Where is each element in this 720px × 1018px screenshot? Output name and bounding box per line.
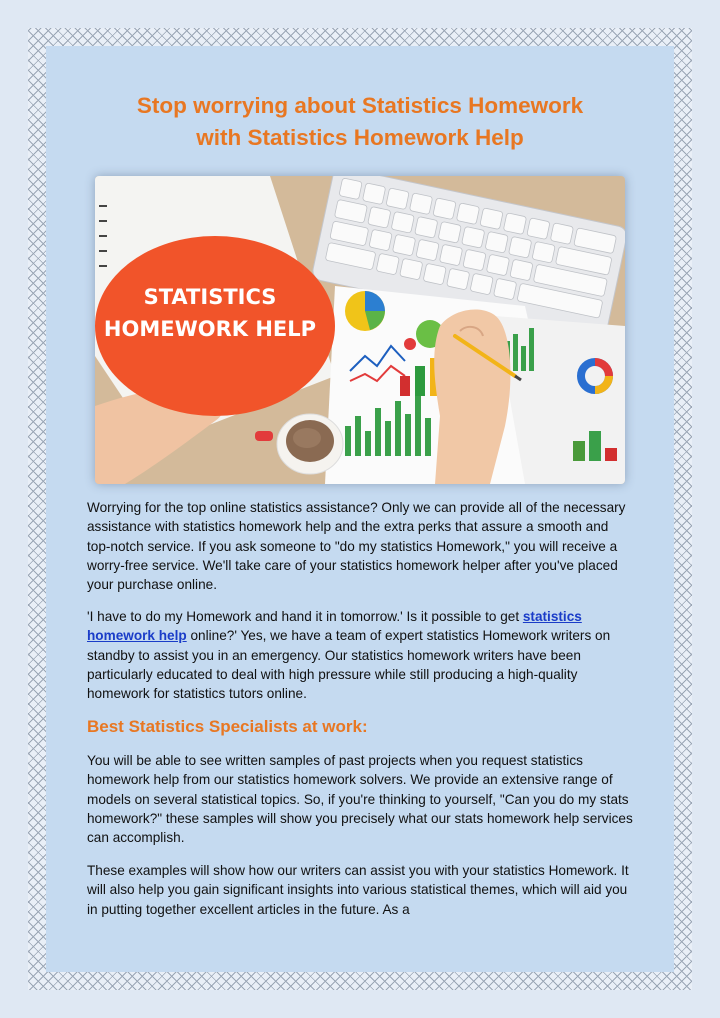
- section-heading: Best Statistics Specialists at work:: [87, 717, 368, 736]
- badge-line-1: STATISTICS: [143, 285, 277, 309]
- hero-image: [95, 176, 625, 484]
- paragraph-emergency: [87, 607, 635, 703]
- title-line-1: Stop worrying about Statistics Homework: [136, 93, 584, 118]
- badge-line-2: HOMEWORK HELP: [103, 317, 317, 341]
- hero-badge: [95, 236, 335, 416]
- paragraph-samples: You will be able to see written samples of past projects when you request statistics homework help from our statistics homework solvers. We provide an extensive range of models on several statistical topics. So, if you're thinking to yourself, "Can you do my stats homework?" these samples will show you precisely what our stats homework help services can accomplish.: [87, 753, 633, 846]
- page-title: [46, 90, 674, 154]
- paragraph-emergency-text-1: 'I have to do my Homework and hand it in tomorrow.' Is it possible to get: [87, 609, 523, 624]
- paragraph-emergency-text-2: online?' Yes, we have a team of expert statistics Homework writers on standby to assist you in an emergency. Our statistics homework writers have been particularly educated to deal with high pressure while still producing a high-quality homework for statistics tutors online.: [87, 628, 611, 702]
- paragraph-intro: Worrying for the top online statistics assistance? Only we can provide all of the necessary assistance with statistics homework help and the extra perks that assure a smooth and top-notch service. If you ask someone to "do my statistics Homework," you will receive a worry-free service. We'll take care of your statistics homework helper after you've placed your purchase online.: [87, 500, 626, 593]
- title-line-2: with Statistics Homework Help: [196, 125, 524, 150]
- statistics-homework-help-link[interactable]: statistics homework help: [87, 609, 582, 644]
- pie-chart-graphic: [345, 291, 385, 331]
- document-page: [46, 46, 674, 972]
- paragraph-examples: These examples will show how our writers can assist you with your statistics Homework. It will also help you gain significant insights into various statistical themes, which will aid you in putting together excellent articles in the future. As a: [87, 863, 629, 917]
